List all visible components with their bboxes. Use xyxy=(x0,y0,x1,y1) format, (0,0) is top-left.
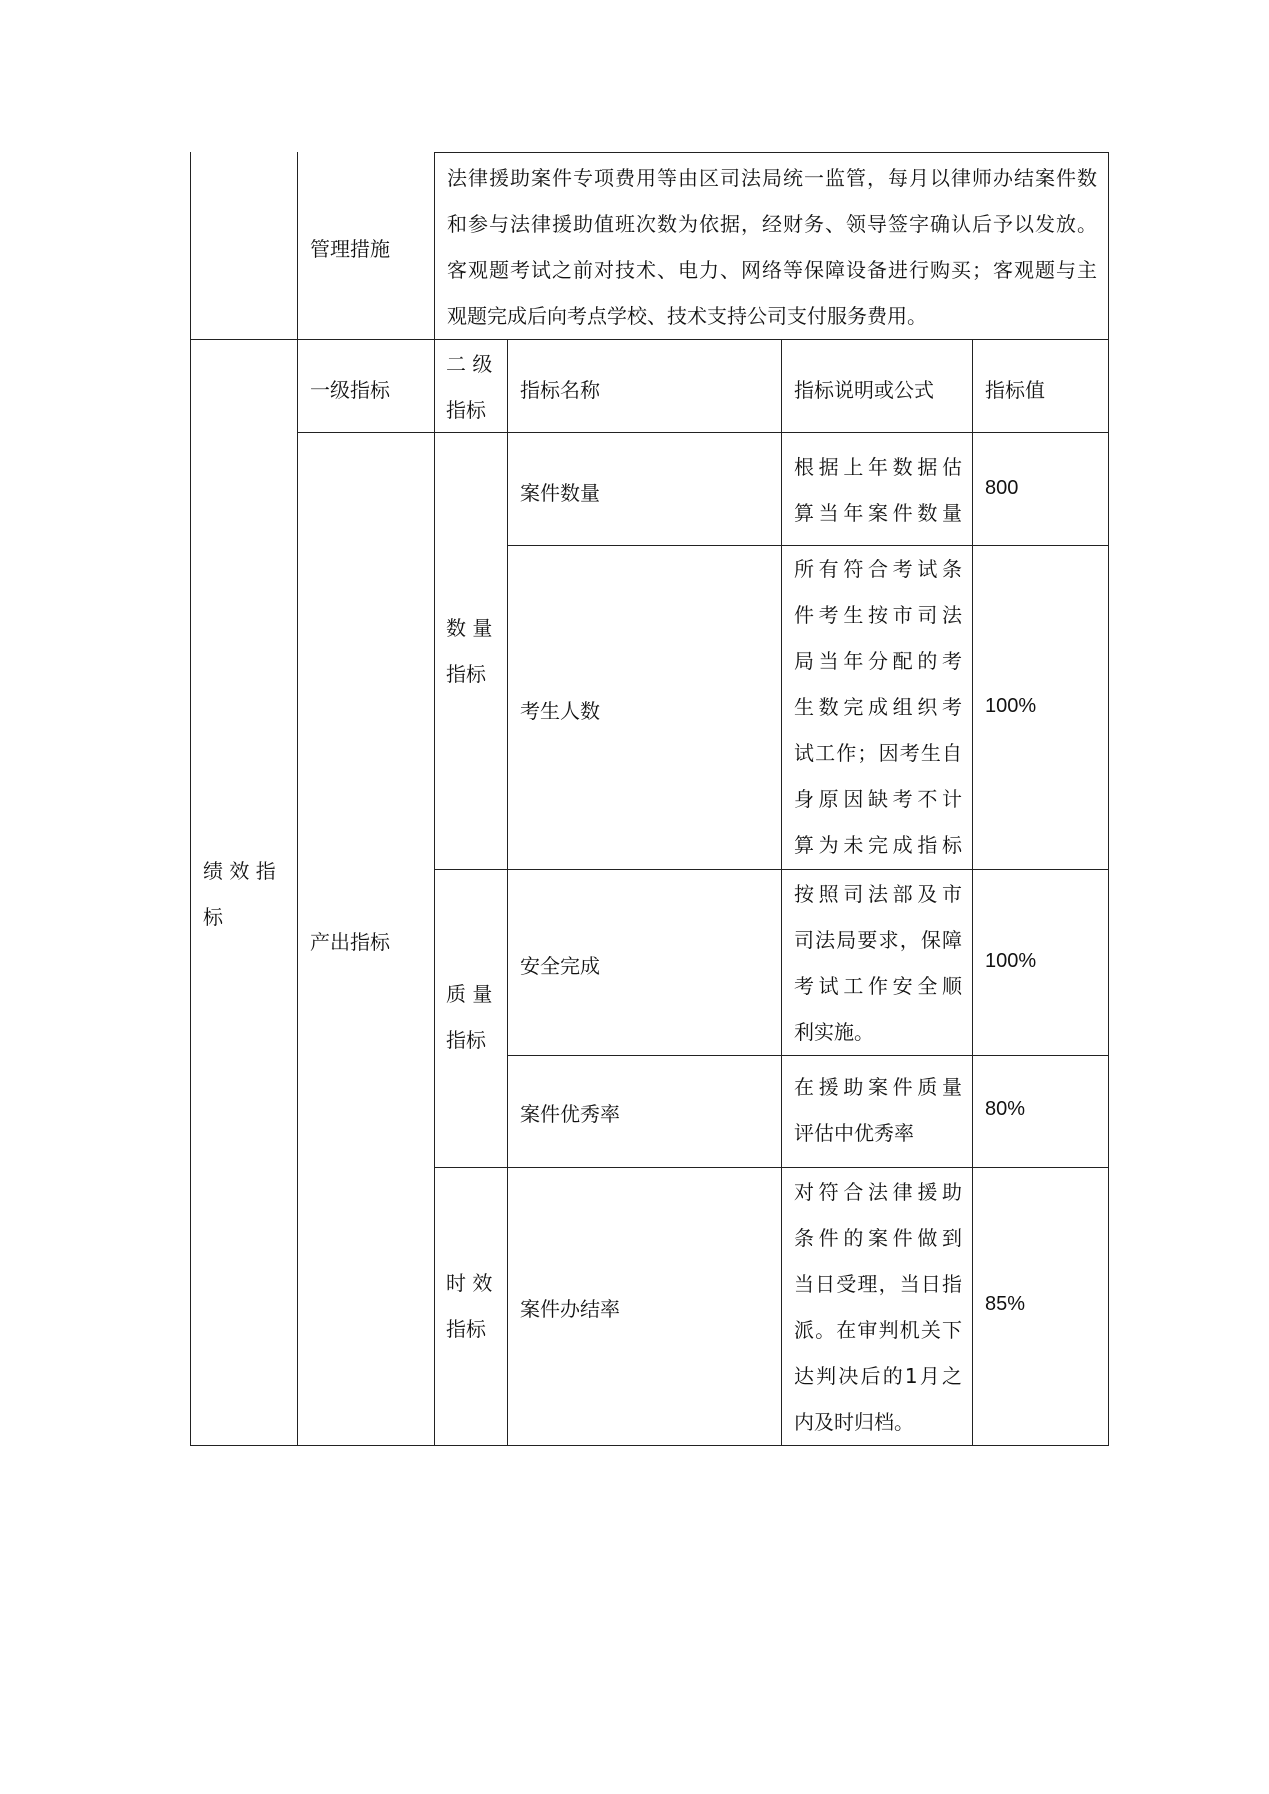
table-border xyxy=(434,152,435,1446)
table-border xyxy=(190,339,1109,340)
table-border xyxy=(190,152,191,1446)
row-value: 100% xyxy=(985,695,1037,717)
table-border xyxy=(434,152,1109,153)
row-value: 800 xyxy=(985,477,1019,499)
table-border xyxy=(297,432,1109,433)
table-border xyxy=(434,869,1109,870)
management-line: 观题完成后向考点学校、技术支持公司支付服务费用。 xyxy=(447,304,927,328)
row-desc: 对符合法律援助 条件的案件做到 当日受理，当日指 派。在审判机关下 达判决后的1月之 内及时归档。 xyxy=(794,1180,962,1434)
header-level2: 二 级 指标 xyxy=(446,352,493,422)
table-border xyxy=(297,152,298,1446)
table-border xyxy=(972,339,973,1446)
management-line: 法律援助案件专项费用等由区司法局统一监管，每月以律师办结案件数 xyxy=(447,166,1097,190)
management-text xyxy=(447,155,1097,339)
row-name: 案件办结率 xyxy=(520,1297,620,1321)
header-desc: 指标说明或公式 xyxy=(794,378,934,402)
row-desc: 在援助案件质量 评估中优秀率 xyxy=(794,1075,962,1145)
row-name: 案件优秀率 xyxy=(520,1102,620,1126)
header-level1: 一级指标 xyxy=(310,378,390,402)
row-value: 85% xyxy=(985,1293,1026,1315)
table-border xyxy=(507,339,508,1446)
table-border xyxy=(781,339,782,1446)
management-label: 管理措施 xyxy=(310,237,390,261)
management-line: 客观题考试之前对技术、电力、网络等保障设备进行购买；客观题与主 xyxy=(447,258,1097,282)
management-line: 和参与法律援助值班次数为依据，经财务、领导签字确认后予以发放。 xyxy=(447,212,1097,236)
table-border xyxy=(434,1167,1109,1168)
group-timeliness: 时 效 指标 xyxy=(446,1271,493,1341)
group-quality: 质 量 指标 xyxy=(446,982,493,1052)
table-border xyxy=(1108,152,1109,1446)
row-name: 案件数量 xyxy=(520,481,600,505)
header-value: 指标值 xyxy=(985,378,1045,402)
row-name: 考生人数 xyxy=(520,699,600,723)
group-quantity: 数 量 指标 xyxy=(446,616,493,686)
table-border xyxy=(190,1445,1109,1446)
header-name: 指标名称 xyxy=(520,378,600,402)
row-desc: 根据上年数据估 算当年案件数量 xyxy=(794,455,962,525)
table-border xyxy=(507,1055,1109,1056)
perf-section-label: 绩 效 指 标 xyxy=(203,859,276,929)
row-desc: 所有符合考试条 件考生按市司法 局当年分配的考 生数完成组织考 试工作；因考生自 身原因缺考不计 算为未完成指标 xyxy=(794,557,962,857)
row-value: 100% xyxy=(985,950,1037,972)
row-value: 80% xyxy=(985,1098,1026,1120)
row-desc: 按照司法部及市 司法局要求，保障 考试工作安全顺 利实施。 xyxy=(794,882,962,1044)
row-name: 安全完成 xyxy=(520,954,600,978)
level1-output: 产出指标 xyxy=(310,930,390,954)
